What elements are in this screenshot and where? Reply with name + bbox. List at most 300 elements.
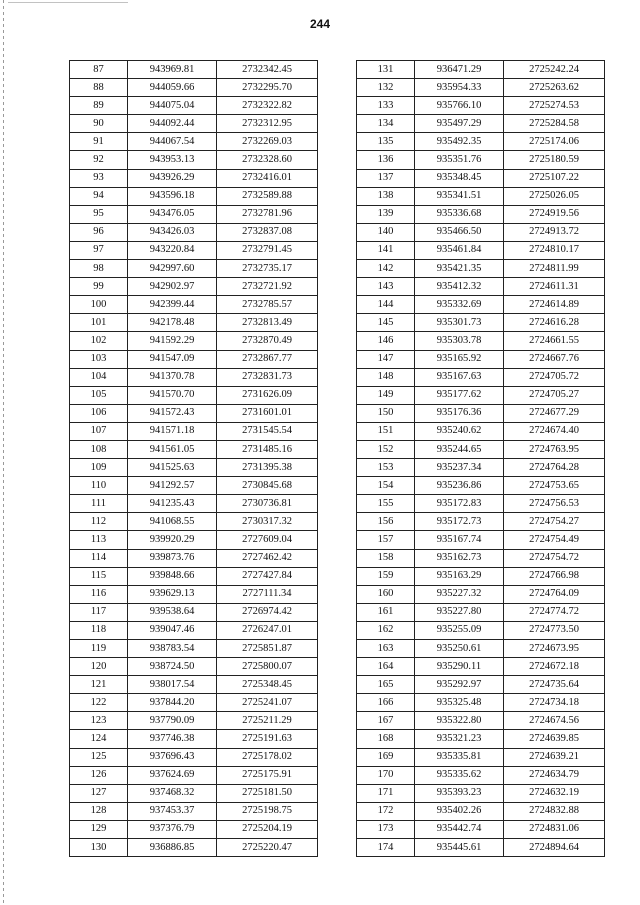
table-row bbox=[70, 603, 318, 621]
table-row bbox=[70, 386, 318, 404]
y-coordinate-cell: 2724766.98 bbox=[504, 567, 605, 585]
y-coordinate-cell: 2725174.06 bbox=[504, 133, 605, 151]
point-number-cell: 96 bbox=[70, 223, 128, 241]
y-coordinate-cell: 2727609.04 bbox=[217, 531, 318, 549]
x-coordinate-cell: 935250.61 bbox=[415, 640, 504, 658]
y-coordinate-cell: 2724832.88 bbox=[504, 802, 605, 820]
point-number-cell: 140 bbox=[357, 223, 415, 241]
y-coordinate-cell: 2725348.45 bbox=[217, 676, 318, 694]
x-coordinate-cell: 935497.29 bbox=[415, 115, 504, 133]
y-coordinate-cell: 2724774.72 bbox=[504, 603, 605, 621]
point-number-cell: 168 bbox=[357, 730, 415, 748]
coordinates-table-left bbox=[69, 60, 318, 857]
y-coordinate-cell: 2724734.18 bbox=[504, 694, 605, 712]
x-coordinate-cell: 935335.62 bbox=[415, 766, 504, 784]
point-number-cell: 123 bbox=[70, 712, 128, 730]
y-coordinate-cell: 2725284.58 bbox=[504, 115, 605, 133]
point-number-cell: 110 bbox=[70, 477, 128, 495]
point-number-cell: 95 bbox=[70, 205, 128, 223]
point-number-cell: 97 bbox=[70, 241, 128, 259]
y-coordinate-cell: 2724773.50 bbox=[504, 621, 605, 639]
x-coordinate-cell: 941572.43 bbox=[128, 404, 217, 422]
table-row bbox=[70, 169, 318, 187]
table-row bbox=[70, 621, 318, 639]
table-row bbox=[357, 748, 605, 766]
y-coordinate-cell: 2732416.01 bbox=[217, 169, 318, 187]
page-number: 244 bbox=[309, 17, 331, 31]
y-coordinate-cell: 2724614.89 bbox=[504, 296, 605, 314]
x-coordinate-cell: 935325.48 bbox=[415, 694, 504, 712]
y-coordinate-cell: 2732322.82 bbox=[217, 97, 318, 115]
table-row bbox=[70, 314, 318, 332]
point-number-cell: 138 bbox=[357, 187, 415, 205]
x-coordinate-cell: 935240.62 bbox=[415, 422, 504, 440]
x-coordinate-cell: 935466.50 bbox=[415, 223, 504, 241]
x-coordinate-cell: 935336.68 bbox=[415, 205, 504, 223]
point-number-cell: 109 bbox=[70, 459, 128, 477]
point-number-cell: 126 bbox=[70, 766, 128, 784]
table-row bbox=[70, 404, 318, 422]
table-row bbox=[357, 459, 605, 477]
table-row bbox=[357, 585, 605, 603]
point-number-cell: 157 bbox=[357, 531, 415, 549]
point-number-cell: 119 bbox=[70, 640, 128, 658]
y-coordinate-cell: 2725800.07 bbox=[217, 658, 318, 676]
y-coordinate-cell: 2732269.03 bbox=[217, 133, 318, 151]
y-coordinate-cell: 2725204.19 bbox=[217, 820, 318, 838]
y-coordinate-cell: 2730845.68 bbox=[217, 477, 318, 495]
y-coordinate-cell: 2724616.28 bbox=[504, 314, 605, 332]
table-row bbox=[70, 640, 318, 658]
point-number-cell: 146 bbox=[357, 332, 415, 350]
x-coordinate-cell: 938017.54 bbox=[128, 676, 217, 694]
table-row bbox=[70, 187, 318, 205]
point-number-cell: 107 bbox=[70, 422, 128, 440]
table-row bbox=[70, 368, 318, 386]
point-number-cell: 150 bbox=[357, 404, 415, 422]
table-row bbox=[70, 712, 318, 730]
point-number-cell: 136 bbox=[357, 151, 415, 169]
x-coordinate-cell: 935393.23 bbox=[415, 784, 504, 802]
x-coordinate-cell: 939629.13 bbox=[128, 585, 217, 603]
point-number-cell: 165 bbox=[357, 676, 415, 694]
table-row bbox=[357, 79, 605, 97]
table-row bbox=[70, 730, 318, 748]
point-number-cell: 164 bbox=[357, 658, 415, 676]
table-row bbox=[357, 169, 605, 187]
table-row bbox=[70, 676, 318, 694]
point-number-cell: 100 bbox=[70, 296, 128, 314]
point-number-cell: 144 bbox=[357, 296, 415, 314]
point-number-cell: 162 bbox=[357, 621, 415, 639]
y-coordinate-cell: 2732735.17 bbox=[217, 260, 318, 278]
x-coordinate-cell: 937696.43 bbox=[128, 748, 217, 766]
point-number-cell: 143 bbox=[357, 278, 415, 296]
y-coordinate-cell: 2725274.53 bbox=[504, 97, 605, 115]
y-coordinate-cell: 2725211.29 bbox=[217, 712, 318, 730]
y-coordinate-cell: 2724764.28 bbox=[504, 459, 605, 477]
y-coordinate-cell: 2725191.63 bbox=[217, 730, 318, 748]
y-coordinate-cell: 2725220.47 bbox=[217, 839, 318, 857]
point-number-cell: 154 bbox=[357, 477, 415, 495]
x-coordinate-cell: 935172.73 bbox=[415, 513, 504, 531]
y-coordinate-cell: 2727111.34 bbox=[217, 585, 318, 603]
point-number-cell: 167 bbox=[357, 712, 415, 730]
x-coordinate-cell: 944059.66 bbox=[128, 79, 217, 97]
x-coordinate-cell: 937790.09 bbox=[128, 712, 217, 730]
table-row bbox=[70, 115, 318, 133]
x-coordinate-cell: 941592.29 bbox=[128, 332, 217, 350]
x-coordinate-cell: 944067.54 bbox=[128, 133, 217, 151]
table-row bbox=[357, 350, 605, 368]
table-row bbox=[357, 477, 605, 495]
x-coordinate-cell: 935461.84 bbox=[415, 241, 504, 259]
x-coordinate-cell: 937453.37 bbox=[128, 802, 217, 820]
x-coordinate-cell: 935292.97 bbox=[415, 676, 504, 694]
table-row bbox=[357, 422, 605, 440]
y-coordinate-cell: 2732295.70 bbox=[217, 79, 318, 97]
x-coordinate-cell: 936886.85 bbox=[128, 839, 217, 857]
x-coordinate-cell: 935303.78 bbox=[415, 332, 504, 350]
table-row bbox=[70, 839, 318, 857]
table-row bbox=[357, 278, 605, 296]
point-number-cell: 166 bbox=[357, 694, 415, 712]
point-number-cell: 87 bbox=[70, 61, 128, 79]
x-coordinate-cell: 935172.83 bbox=[415, 495, 504, 513]
point-number-cell: 152 bbox=[357, 440, 415, 458]
y-coordinate-cell: 2724810.17 bbox=[504, 241, 605, 259]
y-coordinate-cell: 2725178.02 bbox=[217, 748, 318, 766]
point-number-cell: 108 bbox=[70, 440, 128, 458]
x-coordinate-cell: 943476.05 bbox=[128, 205, 217, 223]
y-coordinate-cell: 2732328.60 bbox=[217, 151, 318, 169]
point-number-cell: 88 bbox=[70, 79, 128, 97]
coordinates-table-right bbox=[356, 60, 605, 857]
y-coordinate-cell: 2724674.40 bbox=[504, 422, 605, 440]
table-row bbox=[70, 766, 318, 784]
table-row bbox=[357, 531, 605, 549]
point-number-cell: 153 bbox=[357, 459, 415, 477]
y-coordinate-cell: 2731545.54 bbox=[217, 422, 318, 440]
y-coordinate-cell: 2732312.95 bbox=[217, 115, 318, 133]
table-row bbox=[70, 567, 318, 585]
x-coordinate-cell: 943953.13 bbox=[128, 151, 217, 169]
x-coordinate-cell: 935290.11 bbox=[415, 658, 504, 676]
x-coordinate-cell: 941292.57 bbox=[128, 477, 217, 495]
point-number-cell: 171 bbox=[357, 784, 415, 802]
y-coordinate-cell: 2724754.49 bbox=[504, 531, 605, 549]
point-number-cell: 160 bbox=[357, 585, 415, 603]
point-number-cell: 151 bbox=[357, 422, 415, 440]
x-coordinate-cell: 941068.55 bbox=[128, 513, 217, 531]
y-coordinate-cell: 2724672.18 bbox=[504, 658, 605, 676]
x-coordinate-cell: 935412.32 bbox=[415, 278, 504, 296]
table-row bbox=[357, 730, 605, 748]
y-coordinate-cell: 2732721.92 bbox=[217, 278, 318, 296]
point-number-cell: 116 bbox=[70, 585, 128, 603]
point-number-cell: 115 bbox=[70, 567, 128, 585]
x-coordinate-cell: 935322.80 bbox=[415, 712, 504, 730]
x-coordinate-cell: 935301.73 bbox=[415, 314, 504, 332]
x-coordinate-cell: 935227.32 bbox=[415, 585, 504, 603]
x-coordinate-cell: 944092.44 bbox=[128, 115, 217, 133]
x-coordinate-cell: 942178.48 bbox=[128, 314, 217, 332]
table-row bbox=[70, 531, 318, 549]
point-number-cell: 112 bbox=[70, 513, 128, 531]
x-coordinate-cell: 943220.84 bbox=[128, 241, 217, 259]
table-row bbox=[357, 621, 605, 639]
table-row bbox=[357, 404, 605, 422]
x-coordinate-cell: 935163.29 bbox=[415, 567, 504, 585]
x-coordinate-cell: 935421.35 bbox=[415, 260, 504, 278]
table-row bbox=[70, 260, 318, 278]
point-number-cell: 125 bbox=[70, 748, 128, 766]
x-coordinate-cell: 935177.62 bbox=[415, 386, 504, 404]
table-row bbox=[357, 712, 605, 730]
point-number-cell: 90 bbox=[70, 115, 128, 133]
y-coordinate-cell: 2724919.56 bbox=[504, 205, 605, 223]
x-coordinate-cell: 941547.09 bbox=[128, 350, 217, 368]
point-number-cell: 122 bbox=[70, 694, 128, 712]
point-number-cell: 99 bbox=[70, 278, 128, 296]
point-number-cell: 147 bbox=[357, 350, 415, 368]
table-row bbox=[70, 79, 318, 97]
point-number-cell: 159 bbox=[357, 567, 415, 585]
table-row bbox=[357, 784, 605, 802]
x-coordinate-cell: 943926.29 bbox=[128, 169, 217, 187]
y-coordinate-cell: 2724763.95 bbox=[504, 440, 605, 458]
x-coordinate-cell: 937376.79 bbox=[128, 820, 217, 838]
table-row bbox=[70, 802, 318, 820]
point-number-cell: 139 bbox=[357, 205, 415, 223]
x-coordinate-cell: 937746.38 bbox=[128, 730, 217, 748]
y-coordinate-cell: 2731601.01 bbox=[217, 404, 318, 422]
x-coordinate-cell: 935766.10 bbox=[415, 97, 504, 115]
x-coordinate-cell: 935335.81 bbox=[415, 748, 504, 766]
point-number-cell: 93 bbox=[70, 169, 128, 187]
y-coordinate-cell: 2732831.73 bbox=[217, 368, 318, 386]
y-coordinate-cell: 2724673.95 bbox=[504, 640, 605, 658]
x-coordinate-cell: 935176.36 bbox=[415, 404, 504, 422]
y-coordinate-cell: 2730736.81 bbox=[217, 495, 318, 513]
point-number-cell: 124 bbox=[70, 730, 128, 748]
table-row bbox=[70, 820, 318, 838]
x-coordinate-cell: 943969.81 bbox=[128, 61, 217, 79]
x-coordinate-cell: 939538.64 bbox=[128, 603, 217, 621]
y-coordinate-cell: 2724756.53 bbox=[504, 495, 605, 513]
x-coordinate-cell: 935445.61 bbox=[415, 839, 504, 857]
scan-artifact bbox=[8, 2, 128, 3]
point-number-cell: 106 bbox=[70, 404, 128, 422]
y-coordinate-cell: 2725198.75 bbox=[217, 802, 318, 820]
x-coordinate-cell: 935244.65 bbox=[415, 440, 504, 458]
point-number-cell: 94 bbox=[70, 187, 128, 205]
table-row bbox=[70, 440, 318, 458]
x-coordinate-cell: 935321.23 bbox=[415, 730, 504, 748]
table-row bbox=[70, 223, 318, 241]
x-coordinate-cell: 943596.18 bbox=[128, 187, 217, 205]
y-coordinate-cell: 2725026.05 bbox=[504, 187, 605, 205]
y-coordinate-cell: 2725851.87 bbox=[217, 640, 318, 658]
y-coordinate-cell: 2732781.96 bbox=[217, 205, 318, 223]
y-coordinate-cell: 2724735.64 bbox=[504, 676, 605, 694]
x-coordinate-cell: 935255.09 bbox=[415, 621, 504, 639]
y-coordinate-cell: 2724764.09 bbox=[504, 585, 605, 603]
y-coordinate-cell: 2727462.42 bbox=[217, 549, 318, 567]
x-coordinate-cell: 935236.86 bbox=[415, 477, 504, 495]
table-row bbox=[70, 422, 318, 440]
table-row bbox=[357, 97, 605, 115]
point-number-cell: 130 bbox=[70, 839, 128, 857]
table-row bbox=[357, 386, 605, 404]
table-row bbox=[70, 694, 318, 712]
table-row bbox=[357, 658, 605, 676]
x-coordinate-cell: 939047.46 bbox=[128, 621, 217, 639]
table-row bbox=[357, 368, 605, 386]
y-coordinate-cell: 2724754.27 bbox=[504, 513, 605, 531]
y-coordinate-cell: 2730317.32 bbox=[217, 513, 318, 531]
table-row bbox=[357, 513, 605, 531]
point-number-cell: 156 bbox=[357, 513, 415, 531]
table-row bbox=[357, 205, 605, 223]
x-coordinate-cell: 942997.60 bbox=[128, 260, 217, 278]
y-coordinate-cell: 2732791.45 bbox=[217, 241, 318, 259]
table-row bbox=[357, 151, 605, 169]
table-row bbox=[70, 350, 318, 368]
y-coordinate-cell: 2724632.19 bbox=[504, 784, 605, 802]
table-row bbox=[70, 278, 318, 296]
point-number-cell: 121 bbox=[70, 676, 128, 694]
x-coordinate-cell: 935237.34 bbox=[415, 459, 504, 477]
y-coordinate-cell: 2724661.55 bbox=[504, 332, 605, 350]
table-row bbox=[357, 802, 605, 820]
table-row bbox=[357, 549, 605, 567]
x-coordinate-cell: 937624.69 bbox=[128, 766, 217, 784]
table-row bbox=[70, 296, 318, 314]
table-row bbox=[357, 676, 605, 694]
point-number-cell: 158 bbox=[357, 549, 415, 567]
y-coordinate-cell: 2724611.31 bbox=[504, 278, 605, 296]
table-row bbox=[357, 187, 605, 205]
table-row bbox=[357, 839, 605, 857]
point-number-cell: 131 bbox=[357, 61, 415, 79]
table-row bbox=[357, 766, 605, 784]
table-row bbox=[70, 459, 318, 477]
y-coordinate-cell: 2732785.57 bbox=[217, 296, 318, 314]
point-number-cell: 91 bbox=[70, 133, 128, 151]
y-coordinate-cell: 2731626.09 bbox=[217, 386, 318, 404]
y-coordinate-cell: 2732870.49 bbox=[217, 332, 318, 350]
point-number-cell: 120 bbox=[70, 658, 128, 676]
point-number-cell: 114 bbox=[70, 549, 128, 567]
table-row bbox=[70, 151, 318, 169]
y-coordinate-cell: 2732589.88 bbox=[217, 187, 318, 205]
y-coordinate-cell: 2724705.72 bbox=[504, 368, 605, 386]
y-coordinate-cell: 2724634.79 bbox=[504, 766, 605, 784]
y-coordinate-cell: 2731395.38 bbox=[217, 459, 318, 477]
point-number-cell: 102 bbox=[70, 332, 128, 350]
x-coordinate-cell: 944075.04 bbox=[128, 97, 217, 115]
y-coordinate-cell: 2724639.85 bbox=[504, 730, 605, 748]
point-number-cell: 128 bbox=[70, 802, 128, 820]
point-number-cell: 101 bbox=[70, 314, 128, 332]
point-number-cell: 89 bbox=[70, 97, 128, 115]
table-row bbox=[357, 296, 605, 314]
point-number-cell: 111 bbox=[70, 495, 128, 513]
x-coordinate-cell: 936471.29 bbox=[415, 61, 504, 79]
point-number-cell: 148 bbox=[357, 368, 415, 386]
x-coordinate-cell: 938724.50 bbox=[128, 658, 217, 676]
y-coordinate-cell: 2725180.59 bbox=[504, 151, 605, 169]
y-coordinate-cell: 2725242.24 bbox=[504, 61, 605, 79]
x-coordinate-cell: 935348.45 bbox=[415, 169, 504, 187]
table-row bbox=[357, 115, 605, 133]
table-row bbox=[357, 567, 605, 585]
table-row bbox=[357, 440, 605, 458]
x-coordinate-cell: 935332.69 bbox=[415, 296, 504, 314]
point-number-cell: 163 bbox=[357, 640, 415, 658]
x-coordinate-cell: 938783.54 bbox=[128, 640, 217, 658]
x-coordinate-cell: 935954.33 bbox=[415, 79, 504, 97]
point-number-cell: 145 bbox=[357, 314, 415, 332]
table-row bbox=[70, 549, 318, 567]
point-number-cell: 127 bbox=[70, 784, 128, 802]
point-number-cell: 155 bbox=[357, 495, 415, 513]
table-row bbox=[357, 260, 605, 278]
point-number-cell: 103 bbox=[70, 350, 128, 368]
x-coordinate-cell: 937468.32 bbox=[128, 784, 217, 802]
x-coordinate-cell: 935341.51 bbox=[415, 187, 504, 205]
point-number-cell: 135 bbox=[357, 133, 415, 151]
y-coordinate-cell: 2724677.29 bbox=[504, 404, 605, 422]
x-coordinate-cell: 941370.78 bbox=[128, 368, 217, 386]
y-coordinate-cell: 2724639.21 bbox=[504, 748, 605, 766]
table-row bbox=[357, 61, 605, 79]
x-coordinate-cell: 935227.80 bbox=[415, 603, 504, 621]
y-coordinate-cell: 2732867.77 bbox=[217, 350, 318, 368]
point-number-cell: 142 bbox=[357, 260, 415, 278]
table-row bbox=[70, 784, 318, 802]
y-coordinate-cell: 2724674.56 bbox=[504, 712, 605, 730]
point-number-cell: 133 bbox=[357, 97, 415, 115]
x-coordinate-cell: 935402.26 bbox=[415, 802, 504, 820]
y-coordinate-cell: 2725241.07 bbox=[217, 694, 318, 712]
point-number-cell: 141 bbox=[357, 241, 415, 259]
x-coordinate-cell: 941235.43 bbox=[128, 495, 217, 513]
x-coordinate-cell: 939873.76 bbox=[128, 549, 217, 567]
table-row bbox=[70, 205, 318, 223]
point-number-cell: 105 bbox=[70, 386, 128, 404]
x-coordinate-cell: 941570.70 bbox=[128, 386, 217, 404]
y-coordinate-cell: 2725107.22 bbox=[504, 169, 605, 187]
table-row bbox=[70, 513, 318, 531]
table-row bbox=[70, 748, 318, 766]
point-number-cell: 92 bbox=[70, 151, 128, 169]
x-coordinate-cell: 939848.66 bbox=[128, 567, 217, 585]
x-coordinate-cell: 942399.44 bbox=[128, 296, 217, 314]
y-coordinate-cell: 2725181.50 bbox=[217, 784, 318, 802]
table-row bbox=[357, 820, 605, 838]
table-row bbox=[357, 314, 605, 332]
point-number-cell: 174 bbox=[357, 839, 415, 857]
point-number-cell: 113 bbox=[70, 531, 128, 549]
point-number-cell: 137 bbox=[357, 169, 415, 187]
y-coordinate-cell: 2724894.64 bbox=[504, 839, 605, 857]
y-coordinate-cell: 2731485.16 bbox=[217, 440, 318, 458]
table-row bbox=[70, 332, 318, 350]
y-coordinate-cell: 2724811.99 bbox=[504, 260, 605, 278]
y-coordinate-cell: 2726247.01 bbox=[217, 621, 318, 639]
